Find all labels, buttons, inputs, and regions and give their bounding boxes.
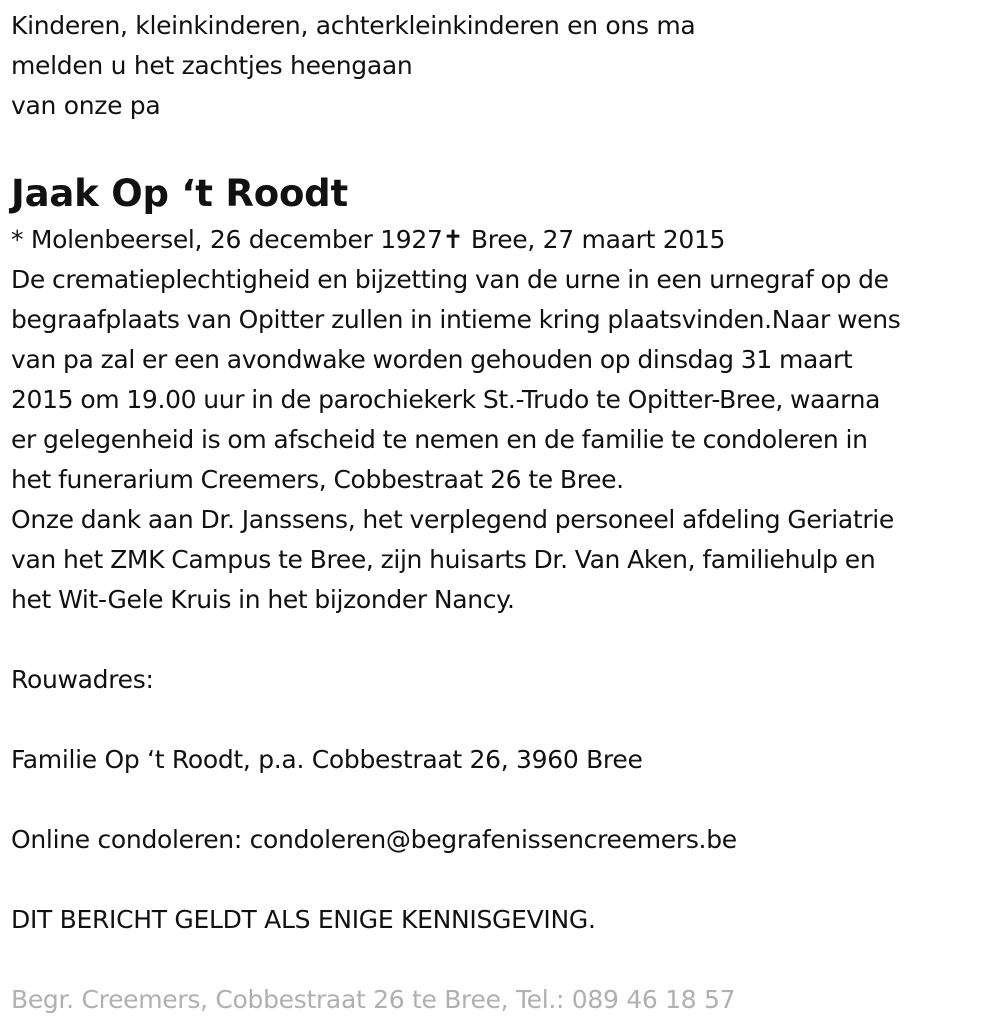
mourning-address: Familie Op ‘t Roodt, p.a. Cobbestraat 26, 3960 Bree [11,745,643,774]
notice-statement: DIT BERICHT GELDT ALS ENIGE KENNISGEVING. [11,905,596,934]
ceremony-line: het funerarium Creemers, Cobbestraat 26 te Bree. [11,465,624,494]
spacer [11,940,996,980]
thanks-line: van het ZMK Campus te Bree, zijn huisarts Dr. Van Aken, familiehulp en [11,545,876,574]
ceremony-paragraph [11,260,996,500]
spacer [11,860,996,900]
thanks-line: Onze dank aan Dr. Janssens, het verplegend personeel afdeling Geriatrie [11,505,894,534]
ceremony-line: De crematieplechtigheid en bijzetting van de urne in een urnegraf op de [11,265,889,294]
thanks-paragraph [11,500,996,620]
ceremony-line: er gelegenheid is om afscheid te nemen en de familie te condoleren in [11,425,868,454]
intro-line: Kinderen, kleinkinderen, achterkleinkinderen en ons ma [11,11,696,40]
spacer [11,700,996,740]
deceased-name: Jaak Op ‘t Roodt [11,172,348,215]
ceremony-line: 2015 om 19.00 uur in de parochiekerk St.-Trudo te Opitter-Bree, waarna [11,385,881,414]
funeral-home-footer: Begr. Creemers, Cobbestraat 26 te Bree, Tel.: 089 46 18 57 [11,985,736,1014]
spacer [11,620,996,660]
intro-line: melden u het zachtjes heengaan [11,51,413,80]
ceremony-line: begraafplaats van Opitter zullen in intieme kring plaatsvinden.Naar wens [11,305,901,334]
intro-line: van onze pa [11,91,161,120]
birth-info: * Molenbeersel, 26 december 1927 [11,225,443,254]
death-info: Bree, 27 maart 2015 [463,225,726,254]
cross-icon: ✝ [442,225,464,254]
online-condolence: Online condoleren: condoleren@begrafenissencreemers.be [11,825,737,854]
life-dates [11,220,996,260]
spacer [11,780,996,820]
thanks-line: het Wit-Gele Kruis in het bijzonder Nancy. [11,585,515,614]
intro-block [11,6,996,126]
address-label: Rouwadres: [11,665,154,694]
ceremony-line: van pa zal er een avondwake worden gehouden op dinsdag 31 maart [11,345,853,374]
death-notice [11,6,996,1020]
